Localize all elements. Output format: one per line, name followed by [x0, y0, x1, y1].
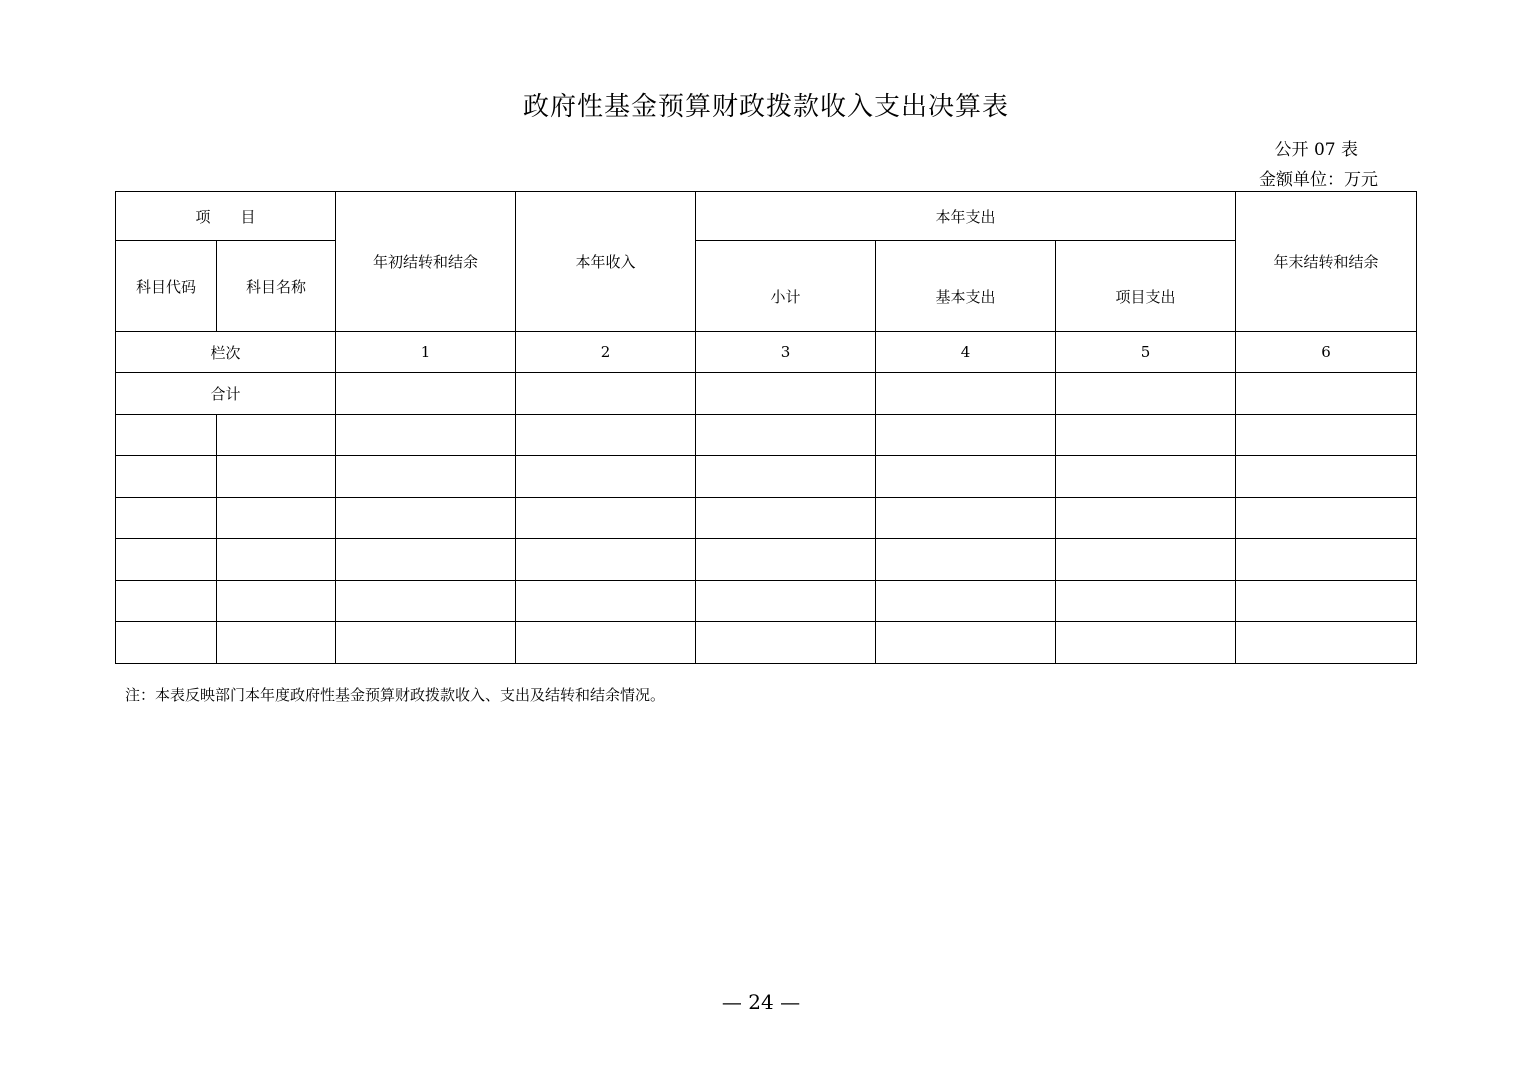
- table-cell: [1056, 622, 1236, 664]
- table-cell: [336, 581, 516, 622]
- table-row: [116, 415, 1417, 456]
- table-note: 注：本表反映部门本年度政府性基金预算财政拨款收入、支出及结转和结余情况。: [125, 686, 666, 704]
- header-item: 项 目: [116, 192, 336, 241]
- table-cell: [116, 456, 217, 498]
- table-cell: [116, 539, 217, 581]
- table-cell: [217, 415, 336, 456]
- table-cell: [1056, 456, 1236, 498]
- total-cell: [696, 373, 876, 415]
- header-subject-name: 科目名称: [217, 241, 336, 332]
- table-cell: [696, 622, 876, 664]
- form-code: 公开 07 表: [1274, 140, 1358, 160]
- column-number: 2: [516, 332, 696, 373]
- table-cell: [516, 581, 696, 622]
- header-row-2: [116, 241, 1417, 332]
- total-cell: [1056, 373, 1236, 415]
- table-cell: [116, 622, 217, 664]
- table-cell: [696, 539, 876, 581]
- column-number: 1: [336, 332, 516, 373]
- table-cell: [217, 622, 336, 664]
- table-row: [116, 456, 1417, 498]
- table-row: [116, 581, 1417, 622]
- amount-unit: 金额单位：万元: [1259, 170, 1378, 190]
- header-subtotal: 小计: [696, 241, 876, 332]
- table-cell: [1056, 581, 1236, 622]
- table-cell: [516, 622, 696, 664]
- table-cell: [516, 415, 696, 456]
- table-cell: [516, 539, 696, 581]
- table-cell: [336, 415, 516, 456]
- header-row-1: [116, 192, 1417, 241]
- column-index-row: [116, 332, 1417, 373]
- total-cell: [1236, 373, 1417, 415]
- header-basic-expense: 基本支出: [876, 241, 1056, 332]
- header-subject-code: 科目代码: [116, 241, 217, 332]
- table-row: [116, 539, 1417, 581]
- table-cell: [1236, 539, 1417, 581]
- table-cell: [696, 581, 876, 622]
- column-number: 4: [876, 332, 1056, 373]
- table-cell: [876, 456, 1056, 498]
- page-number: — 24 —: [721, 990, 801, 1014]
- table-cell: [217, 539, 336, 581]
- column-number: 3: [696, 332, 876, 373]
- table-row: [116, 498, 1417, 539]
- table-cell: [876, 498, 1056, 539]
- table-cell: [1236, 581, 1417, 622]
- table-cell: [1236, 622, 1417, 664]
- table-cell: [116, 498, 217, 539]
- table-cell: [696, 498, 876, 539]
- table-row: [116, 622, 1417, 664]
- table-cell: [876, 539, 1056, 581]
- header-current-income: 本年收入: [516, 192, 696, 332]
- table-cell: [1236, 415, 1417, 456]
- table-cell: [876, 415, 1056, 456]
- total-row: [116, 373, 1417, 415]
- table-cell: [336, 622, 516, 664]
- column-number: 6: [1236, 332, 1417, 373]
- table-cell: [696, 456, 876, 498]
- table-cell: [1236, 498, 1417, 539]
- header-closing-balance: 年末结转和结余: [1236, 192, 1417, 332]
- column-number: 5: [1056, 332, 1236, 373]
- column-index-label: 栏次: [116, 332, 336, 373]
- table-cell: [516, 498, 696, 539]
- table-cell: [217, 456, 336, 498]
- total-cell: [876, 373, 1056, 415]
- table-cell: [876, 622, 1056, 664]
- table-cell: [696, 415, 876, 456]
- table-cell: [516, 456, 696, 498]
- total-label: 合计: [116, 373, 336, 415]
- table-cell: [1236, 456, 1417, 498]
- total-cell: [516, 373, 696, 415]
- report-table: [115, 191, 1417, 664]
- table-cell: [217, 498, 336, 539]
- table-cell: [1056, 498, 1236, 539]
- header-project-expense: 项目支出: [1056, 241, 1236, 332]
- table-cell: [336, 456, 516, 498]
- table-cell: [116, 581, 217, 622]
- header-opening-balance: 年初结转和结余: [336, 192, 516, 332]
- document-title: 政府性基金预算财政拨款收入支出决算表: [522, 92, 1009, 122]
- total-cell: [336, 373, 516, 415]
- table-cell: [876, 581, 1056, 622]
- table-cell: [217, 581, 336, 622]
- table-cell: [116, 415, 217, 456]
- table-cell: [336, 498, 516, 539]
- header-current-expense: 本年支出: [696, 192, 1236, 241]
- table-cell: [336, 539, 516, 581]
- table-cell: [1056, 415, 1236, 456]
- table-cell: [1056, 539, 1236, 581]
